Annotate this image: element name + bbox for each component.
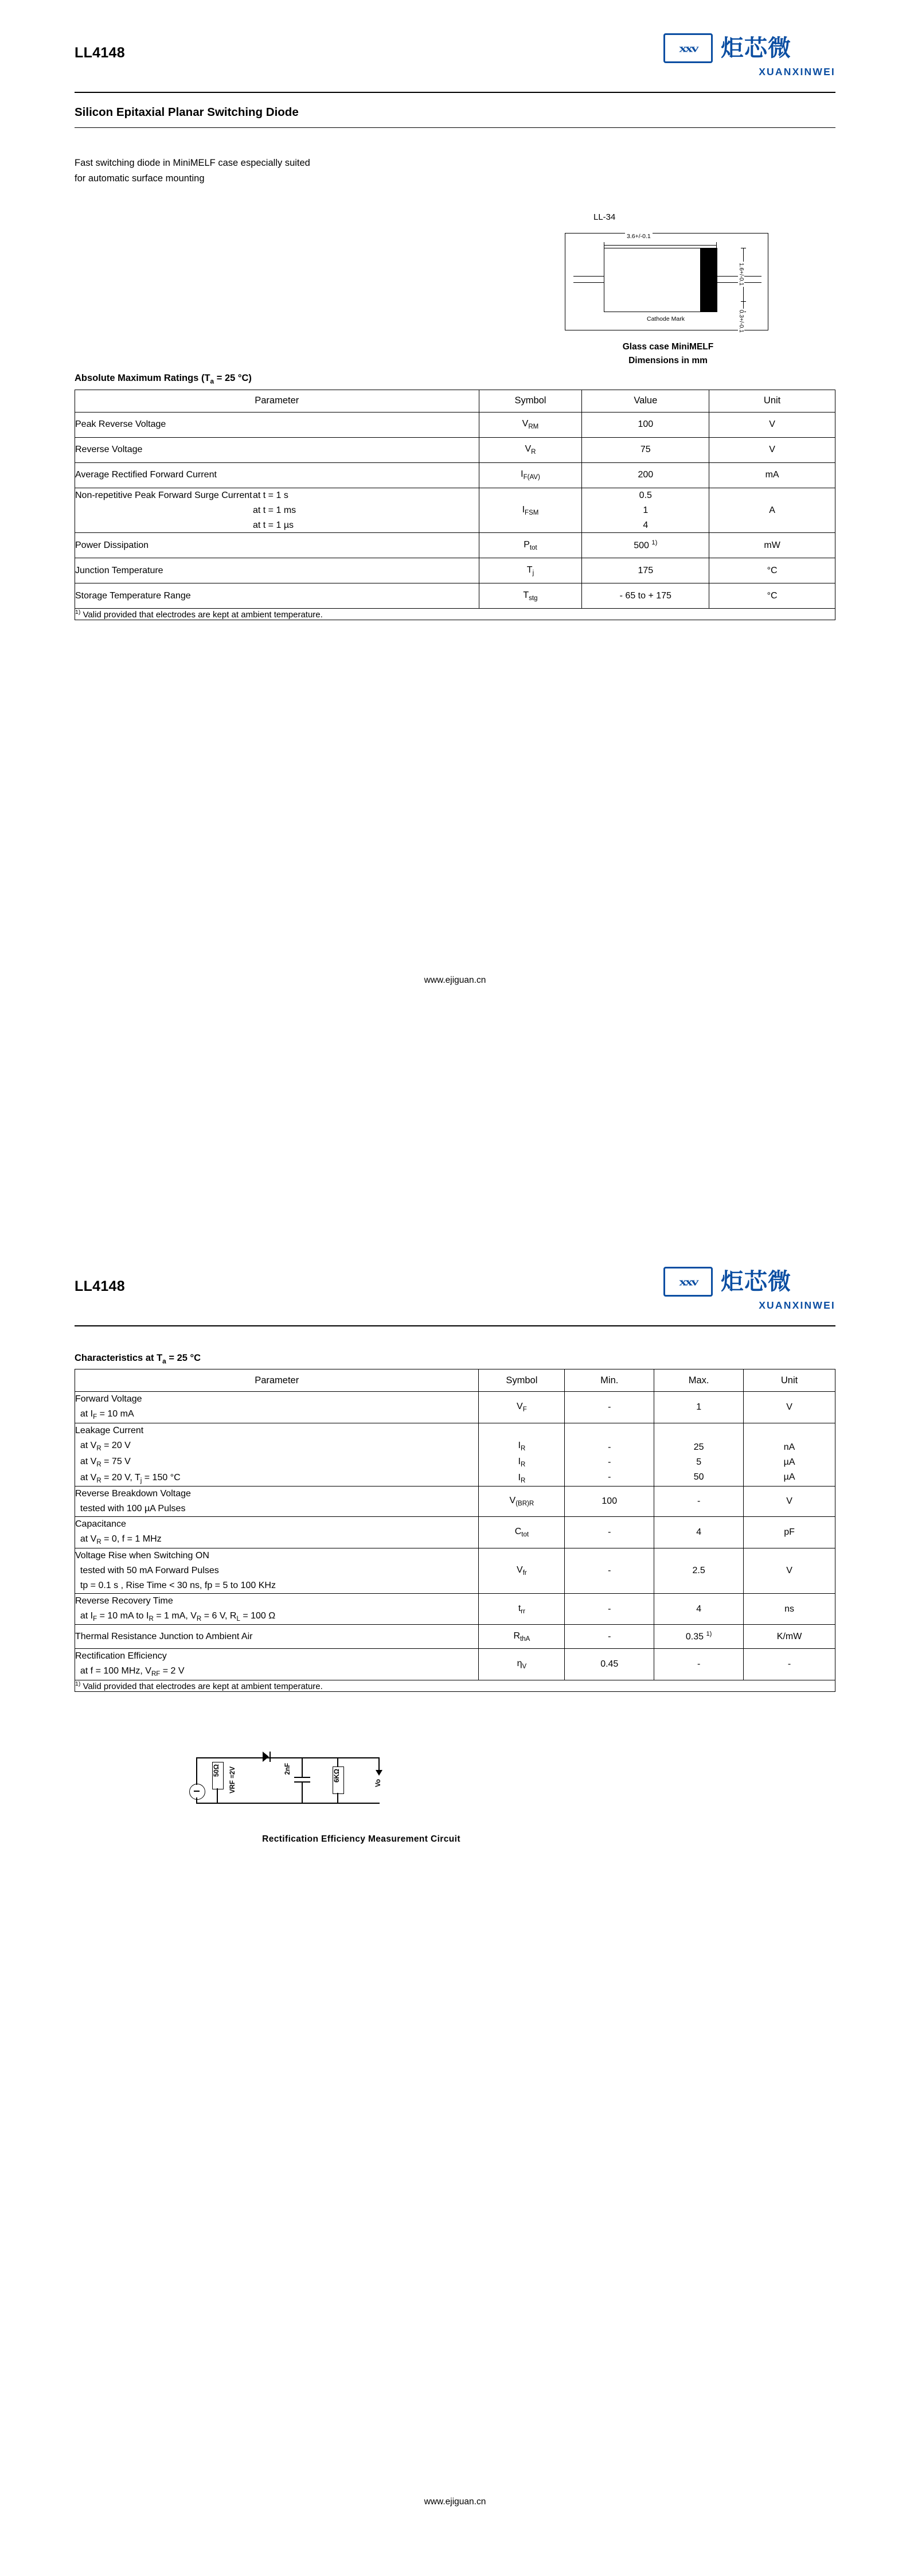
package-case-label: LL-34 [593,212,616,223]
cell-symbol: $C_{tot}$ [479,1517,565,1548]
condition-1: at t = 1 s [253,490,288,500]
wire-res2-bottom [337,1793,338,1803]
document-subtitle: Silicon Epitaxial Planar Switching Diode [75,106,299,119]
cell-max: 1 [654,1392,744,1423]
cell-unit: °C [709,583,835,609]
wire-cap-down [302,1757,303,1777]
cell-unit: mW [709,533,835,558]
table-row [75,437,835,462]
source-inner-mark [194,1791,200,1792]
wire-source-down [196,1797,197,1803]
cell-parameter: Leakage Current at $V_R = 20$ V at $V_R = 75$ V at $V_R = 20$ V, $T_j = 150$ °C [75,1423,479,1487]
table-row [75,1625,835,1649]
cell-parameter: Reverse Voltage [75,437,479,462]
diode-bar [270,1752,271,1762]
description-line-1: Fast switching diode in MiniMELF case especially suited [75,158,310,168]
package-lead-left [573,276,605,283]
cell-unit: V [709,437,835,462]
cell-min: - [565,1548,654,1593]
cell-unit: °C [709,558,835,583]
cell-unit: - [744,1649,835,1680]
logo-mark-icon [663,33,713,63]
cell-max: 4 [654,1517,744,1548]
cell-symbol: $R_{thA}$ [479,1625,565,1649]
cell-symbol: $I_{F(AV)}$ [479,462,582,488]
measurement-circuit-diagram [189,1722,533,1854]
cell-min: 0.45 [565,1649,654,1680]
table-note: $^{1)}$ Valid provided that electrodes are kept at ambient temperature. [75,609,835,620]
cell-unit: V [744,1548,835,1593]
cell-symbol: $\eta_V$ [479,1649,565,1680]
cathode-mark-label: Cathode Mark [647,316,685,323]
output-arrow-icon [376,1770,382,1776]
cell-value: 75 [582,437,709,462]
table-row [75,1423,835,1487]
description-line-2: for automatic surface mounting [75,173,205,184]
table-row [75,583,835,609]
diode-triangle-icon [263,1752,269,1762]
load-resistor-label: 6KΩ [334,1769,341,1783]
company-logo [663,1267,835,1312]
document-description [75,155,835,186]
wire-res-bottom [217,1788,218,1803]
cell-parameter: Voltage Rise when Switching ON tested with 50 mA Forward Pulses tp = 0.1 s , Rise Time < 30 ns, fp = 5 to 100 KHz [75,1548,479,1593]
cell-max: - [654,1487,744,1517]
parameter-name: Non-repetitive Peak Forward Surge Current [75,490,252,500]
cell-symbol: $T_{stg}$ [479,583,582,609]
wire-output-down [378,1757,380,1770]
cell-parameter: Reverse Breakdown Voltage tested with 100 µA Pulses [75,1487,479,1517]
cell-value: 0.5 1 4 [582,488,709,533]
dimension-length-label: 3.6+/-0.1 [625,233,653,240]
abs-max-table-title: Absolute Maximum Ratings ($T_a = 25$ °C) [75,373,252,386]
cell-symbol: $I_{FSM}$ [479,488,582,533]
cell-parameter: Storage Temperature Range [75,583,479,609]
wire-cap-bottom [302,1783,303,1803]
cell-min: - [565,1392,654,1423]
cell-parameter: Forward Voltage at $I_F = 10$ mA [75,1392,479,1423]
cell-unit: nA µA µA [744,1423,835,1487]
page-2-footer: www.ejiguan.cn [424,2497,486,2507]
cell-max: 4 [654,1593,744,1625]
cell-value: 200 [582,462,709,488]
cell-unit: V [709,412,835,437]
cell-min: - [565,1625,654,1649]
logo-chinese-name: 炬芯微 [721,1269,791,1294]
page-2-header [75,1233,835,1325]
cell-value: 500 $^{1)}$ [582,533,709,558]
cell-parameter: Rectification Efficiency at f = 100 MHz, $V_{RF} = 2$ V [75,1649,479,1680]
dimension-length-line [604,242,717,248]
cell-parameter: Average Rectified Forward Current [75,462,479,488]
wire-source-up [196,1757,197,1785]
characteristics-table-title: Characteristics at $T_a = 25$ °C [75,1353,201,1365]
cell-unit: K/mW [744,1625,835,1649]
cell-symbol: $P_{tot}$ [479,533,582,558]
package-caption-line-1: Glass case MiniMELF [622,342,714,352]
condition-3: at t = 1 µs [253,520,294,530]
cell-min: - [565,1593,654,1625]
vrf-label: VRF =2V [229,1766,236,1794]
cell-symbol: $V_{(BR)R}$ [479,1487,565,1517]
cell-parameter: Capacitance at $V_R = 0$, f = 1 MHz [75,1517,479,1548]
circuit-caption: Rectification Efficiency Measurement Circuit [262,1834,460,1845]
cell-value: - 65 to + 175 [582,583,709,609]
source-resistor-label: 50Ω [213,1764,220,1777]
page-title: LL4148 [75,1278,125,1294]
cell-parameter: Peak Reverse Voltage [75,412,479,437]
cell-parameter: Reverse Recovery Time at $I_F = 10$ mA to $I_R = 1$ mA, $V_R = 6$ V, $R_L = 100$ Ω [75,1593,479,1625]
page-1 [0,0,910,1233]
cell-symbol: $V_{RM}$ [479,412,582,437]
cell-symbol: $t_{rr}$ [479,1593,565,1625]
cell-unit: mA [709,462,835,488]
logo-mark-text: xxv [679,41,697,55]
package-body [604,248,717,312]
cell-symbol: $V_F$ [479,1392,565,1423]
cell-symbol: $V_{fr}$ [479,1548,565,1593]
table-header-row [75,390,835,412]
page-title: LL4148 [75,45,125,61]
page-1-header [75,0,835,92]
cell-symbol: $I_R$ $I_R$ $I_R$ [479,1423,565,1487]
condition-2: at t = 1 ms [253,505,296,515]
table-row [75,1517,835,1548]
table-note-row [75,609,835,620]
cell-value: 100 [582,412,709,437]
package-drawing [0,207,910,373]
dimension-lead-label: 0.3+/-0.1 [738,310,744,333]
cell-max: 25 5 50 [654,1423,744,1487]
cell-max: 0.35 $^{1)}$ [654,1625,744,1649]
page-2 [0,1233,910,2576]
package-caption [582,340,754,367]
table-row [75,1392,835,1423]
col-header-max: Max. [654,1369,744,1392]
cell-min: 100 [565,1487,654,1517]
subtitle-rule [75,127,835,128]
cell-unit: V [744,1487,835,1517]
page-1-footer: www.ejiguan.cn [424,975,486,985]
capacitor-label: 2nF [284,1763,291,1775]
cell-symbol: $T_j$ [479,558,582,583]
table-row [75,1593,835,1625]
col-header-parameter: Parameter [75,1369,479,1392]
cell-parameter: Thermal Resistance Junction to Ambient Air [75,1625,479,1649]
output-label: Vo [375,1779,382,1787]
logo-mark-icon [663,1267,713,1297]
table-header-row [75,1369,835,1392]
table-row [75,462,835,488]
cell-symbol: $V_R$ [479,437,582,462]
logo-chinese-name: 炬芯微 [721,36,791,61]
cell-min: - [565,1517,654,1548]
col-header-unit: Unit [744,1369,835,1392]
source-circle [189,1784,205,1800]
cell-unit: ns [744,1593,835,1625]
cell-parameter: Power Dissipation [75,533,479,558]
characteristics-table [75,1369,835,1692]
cell-parameter: Junction Temperature [75,558,479,583]
cell-max: - [654,1649,744,1680]
table-row [75,533,835,558]
wire-bottom-main [196,1803,380,1804]
dimension-height-label: 1.6+/-0.1 [738,263,744,286]
col-header-symbol: Symbol [479,1369,565,1392]
table-row [75,412,835,437]
cell-unit: V [744,1392,835,1423]
cap-plate-top [294,1777,310,1778]
header-rule [75,92,835,93]
table-row [75,1649,835,1680]
table-row [75,488,835,533]
cell-max: 2.5 [654,1548,744,1593]
package-caption-line-2: Dimensions in mm [628,355,708,365]
logo-mark-text: xxv [679,1275,697,1288]
company-logo [663,33,835,78]
logo-english-name: XUANXINWEI [759,1299,835,1311]
table-row [75,558,835,583]
table-note-row [75,1680,835,1692]
cell-min: - - - [565,1423,654,1487]
abs-max-ratings-table [75,390,835,621]
table-row [75,1548,835,1593]
cell-unit: pF [744,1517,835,1548]
col-header-value: Value [582,390,709,412]
cell-unit: A [709,488,835,533]
logo-english-name: XUANXINWEI [759,66,835,77]
wire-res2-down [337,1757,338,1766]
col-header-parameter: Parameter [75,390,479,412]
col-header-min: Min. [565,1369,654,1392]
col-header-symbol: Symbol [479,390,582,412]
wire-top-main [196,1757,380,1758]
col-header-unit: Unit [709,390,835,412]
cell-value: 175 [582,558,709,583]
table-note: $^{1)}$ Valid provided that electrodes are kept at ambient temperature. [75,1680,835,1692]
cell-parameter [75,488,479,533]
table-row [75,1487,835,1517]
